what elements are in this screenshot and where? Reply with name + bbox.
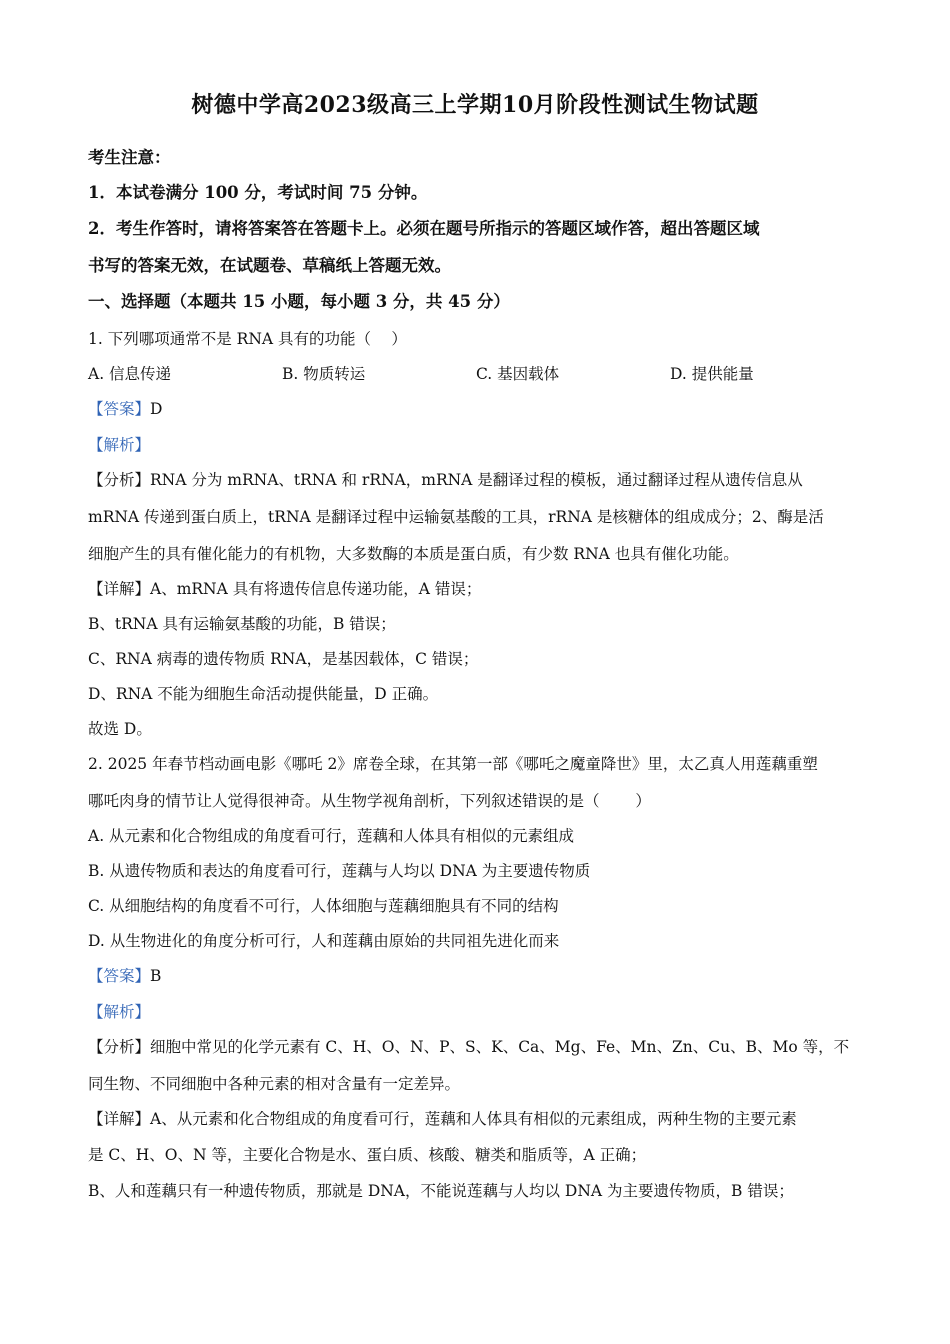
q2-analysis-label: 【解析】: [88, 1003, 151, 1021]
q2-option-d: D. 从生物进化的角度分析可行，人和莲藕由原始的共同祖先进化而来: [88, 932, 560, 950]
section-heading: 一、选择题（本题共 15 小题，每小题 3 分，共 45 分）: [88, 292, 510, 311]
notice-item-1: 1．本试卷满分 100 分，考试时间 75 分钟。: [88, 183, 428, 202]
q2-option-c: C. 从细胞结构的角度看不可行，人体细胞与莲藕细胞具有不同的结构: [88, 897, 559, 915]
q1-stem: 1. 下列哪项通常不是 RNA 具有的功能（ ）: [88, 330, 407, 348]
q2-analysis-line-1: 【分析】细胞中常见的化学元素有 C、H、O、N、P、S、K、Ca、Mg、Fe、Mn、Zn、Cu、B、Mo 等，不: [88, 1038, 850, 1056]
q1-analysis-line-1: 【分析】RNA 分为 mRNA、tRNA 和 rRNA，mRNA 是翻译过程的模板，通过翻译过程从遗传信息从: [88, 471, 803, 489]
q1-detail-line-4: D、RNA 不能为细胞生命活动提供能量，D 正确。: [88, 685, 439, 703]
notice-heading: 考生注意：: [88, 148, 171, 167]
q1-option-b: B. 物质转运: [282, 365, 366, 383]
q1-detail-line-3: C、RNA 病毒的遗传物质 RNA，是基因载体，C 错误；: [88, 650, 479, 668]
q2-stem-line-2: 哪吒肉身的情节让人觉得很神奇。从生物学视角剖析，下列叙述错误的是（ ）: [88, 792, 651, 810]
answer-label: 【答案】: [88, 967, 151, 985]
q1-options: [88, 362, 868, 386]
q2-detail-line-3: B、人和莲藕只有一种遗传物质，那就是 DNA，不能说莲藕与人均以 DNA 为主要遗传物质，B 错误；: [88, 1182, 794, 1200]
q1-option-a: A. 信息传递: [88, 365, 172, 383]
q1-detail-line-1: 【详解】A、mRNA 具有将遗传信息传递功能，A 错误；: [88, 580, 482, 598]
notice-item-2-line-2: 书写的答案无效，在试题卷、草稿纸上答题无效。: [88, 256, 451, 275]
notice-item-2-line-1: 2．考生作答时，请将答案答在答题卡上。必须在题号所指示的答题区域作答，超出答题区域: [88, 219, 760, 238]
answer-value: D: [150, 400, 163, 418]
q1-detail-line-2: B、tRNA 具有运输氨基酸的功能，B 错误；: [88, 615, 396, 633]
q2-detail-line-2: 是 C、H、O、N 等，主要化合物是水、蛋白质、核酸、糖类和脂质等，A 正确；: [88, 1146, 647, 1164]
q2-option-b: B. 从遗传物质和表达的角度看可行，莲藕与人均以 DNA 为主要遗传物质: [88, 862, 591, 880]
q2-option-a: A. 从元素和化合物组成的角度看可行，莲藕和人体具有相似的元素组成: [88, 827, 575, 845]
q1-analysis-line-3: 细胞产生的具有催化能力的有机物，大多数酶的本质是蛋白质，有少数 RNA 也具有催化功能。: [88, 545, 739, 563]
answer-value: B: [150, 967, 162, 985]
answer-label: 【答案】: [88, 400, 151, 418]
q1-answer: [88, 397, 868, 421]
page-title: 树德中学高2023级高三上学期10月阶段性测试生物试题: [191, 92, 759, 118]
q1-analysis-label: 【解析】: [88, 436, 151, 454]
q1-analysis-line-2: mRNA 传递到蛋白质上，tRNA 是翻译过程中运输氨基酸的工具，rRNA 是核糖体的组成成分；2、酶是活: [88, 508, 824, 526]
q1-option-c: C. 基因载体: [476, 365, 560, 383]
q2-analysis-line-2: 同生物、不同细胞中各种元素的相对含量有一定差异。: [88, 1075, 461, 1093]
q1-option-d: D. 提供能量: [670, 365, 754, 383]
q2-stem-line-1: 2. 2025 年春节档动画电影《哪吒 2》席卷全球，在其第一部《哪吒之魔童降世》里，太乙真人用莲藕重塑: [88, 755, 818, 773]
q2-answer: [88, 964, 868, 988]
q1-conclusion: 故选 D。: [88, 720, 152, 738]
q2-detail-line-1: 【详解】A、从元素和化合物组成的角度看可行，莲藕和人体具有相似的元素组成，两种生物的主要元素: [88, 1110, 797, 1128]
